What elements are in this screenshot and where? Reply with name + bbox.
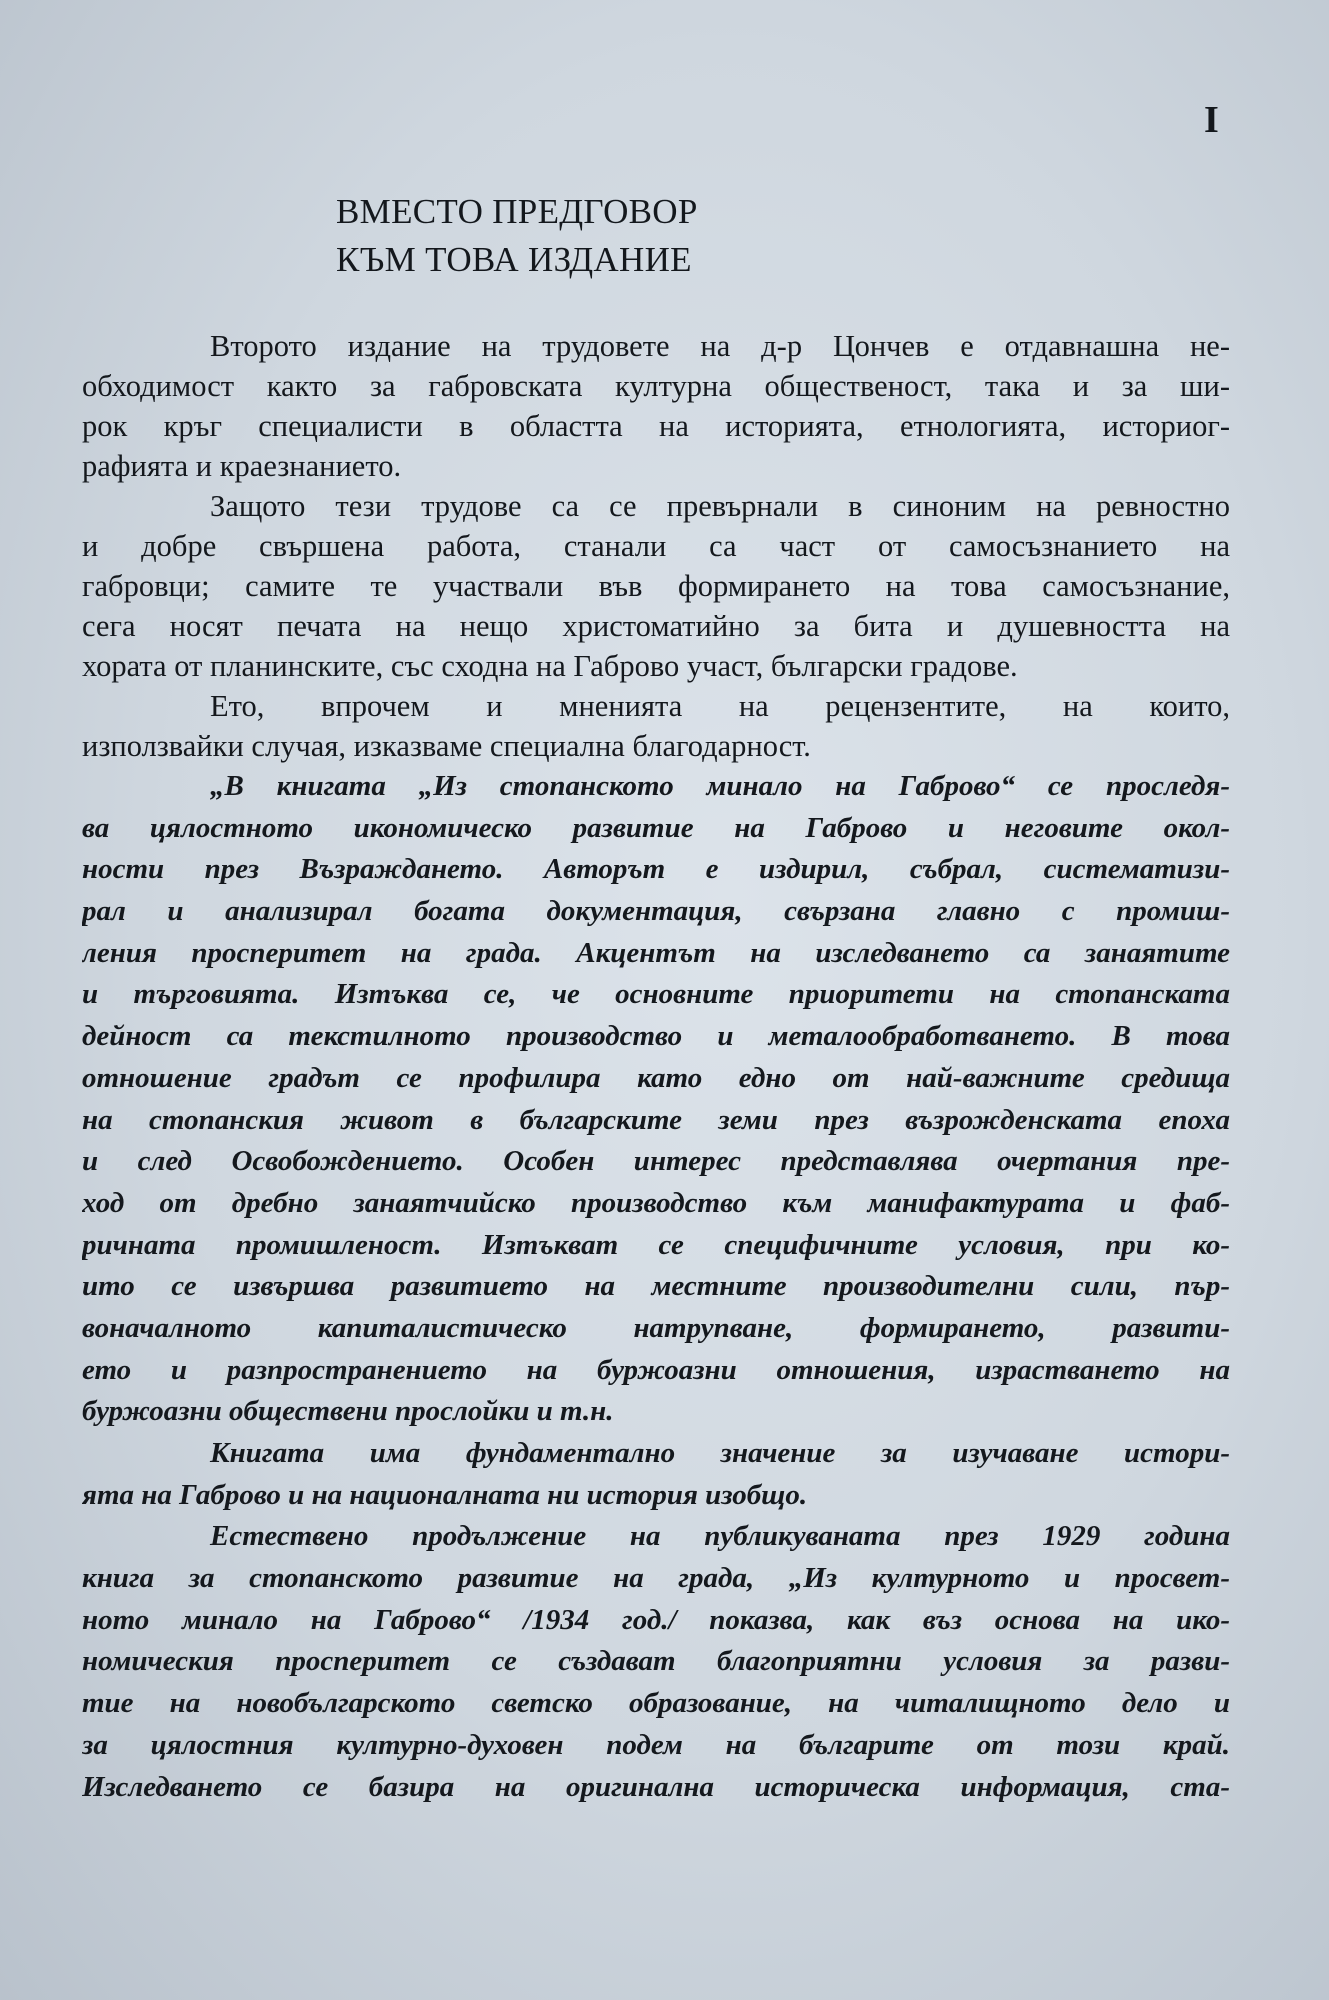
text-line: ето и разпространението на буржоазни отношения, израстването на xyxy=(82,1353,1230,1386)
text-line: дейност са текстилното производство и металообработването. В това xyxy=(82,1020,1230,1053)
paragraph xyxy=(82,486,1230,686)
text-line: ричната промишленост. Изтъкват се специфичните условия, при ко- xyxy=(82,1228,1230,1261)
text-line: Естествено продължение на публикуваната през 1929 година xyxy=(210,1520,1230,1553)
text-line: хората от планинските, със сходна на Габрово участ, български градове. xyxy=(82,649,1018,683)
text-line: използвайки случая, изказваме специална благодарност. xyxy=(82,729,811,763)
text-line: книга за стопанското развитие на града, „Из културното и просвет- xyxy=(82,1562,1230,1595)
page-number: I xyxy=(1204,99,1219,141)
text-line: габровци; самите те участвали във формирането на това самосъзнание, xyxy=(82,569,1230,603)
paragraph xyxy=(82,326,1230,486)
text-line: „В книгата „Из стопанското минало на Габрово“ се проследя- xyxy=(210,770,1230,802)
text-line: и добре свършена работа, станали са част от самосъзнанието на xyxy=(82,529,1230,563)
text-line: и търговията. Изтъква се, че основните приоритети на стопанската xyxy=(82,978,1230,1011)
title-line: КЪМ ТОВА ИЗДАНИЕ xyxy=(336,240,692,279)
body-text xyxy=(82,326,1230,1808)
text-line: Изследването се базира на оригинална историческа информация, ста- xyxy=(82,1770,1230,1803)
text-line: за цялостния културно-духовен подем на българите от този край. xyxy=(82,1728,1230,1761)
page-title xyxy=(336,188,698,284)
text-line: отношение градът се профилира като едно от най-важните средища xyxy=(82,1061,1230,1094)
paragraph xyxy=(82,766,1230,1433)
paragraph xyxy=(82,1516,1230,1808)
text-line: рал и анализирал богата документация, свързана главно с промиш- xyxy=(82,895,1230,928)
text-line: ва цялостното икономическо развитие на Габрово и неговите окол- xyxy=(82,811,1230,844)
text-line: тие на новобългарското светско образование, на читалищното дело и xyxy=(82,1687,1230,1720)
text-line: Второто издание на трудовете на д-р Цончев е отдавнашна не- xyxy=(210,329,1230,363)
title-line: ВМЕСТО ПРЕДГОВОР xyxy=(336,192,698,231)
text-line: ления просперитет на града. Акцентът на изследването са занаятите xyxy=(82,936,1230,969)
paragraph xyxy=(82,686,1230,766)
text-line: ности през Възраждането. Авторът е издирил, събрал, систематизи- xyxy=(82,853,1230,886)
paragraph xyxy=(82,1433,1230,1516)
text-line: Книгата има фундаментално значение за изучаване истори- xyxy=(210,1437,1230,1469)
text-line: обходимост както за габровската културна общественост, така и за ши- xyxy=(82,369,1230,403)
text-line: воначалното капиталистическо натрупване, формирането, развити- xyxy=(82,1311,1230,1344)
text-line: сега носят печата на нещо христоматийно за бита и душевността на xyxy=(82,609,1230,643)
text-line: буржоазни обществени прослойки и т.н. xyxy=(82,1395,614,1428)
text-line: на стопанския живот в българските земи през възрожденската епоха xyxy=(82,1103,1230,1136)
text-line: ход от дребно занаятчийско производство към манифактурата и фаб- xyxy=(82,1186,1230,1219)
text-line: ята на Габрово и на националната ни история изобщо. xyxy=(82,1478,808,1511)
text-line: номическия просперитет се създават благоприятни условия за разви- xyxy=(82,1645,1230,1678)
text-line: Защото тези трудове са се превърнали в синоним на ревностно xyxy=(210,489,1230,523)
text-line: рок кръг специалисти в областта на историята, етнологията, историог- xyxy=(82,409,1230,443)
text-line: ното минало на Габрово“ /1934 год./ показва, как въз основа на ико- xyxy=(82,1603,1230,1636)
text-line: и след Освобождението. Особен интерес представлява очертания пре- xyxy=(82,1145,1230,1178)
text-line: рафията и краезнанието. xyxy=(82,449,402,483)
text-line: Ето, впрочем и мненията на рецензентите, на които, xyxy=(210,689,1230,723)
text-line: ито се извършва развитието на местните производителни сили, пър- xyxy=(82,1270,1230,1303)
